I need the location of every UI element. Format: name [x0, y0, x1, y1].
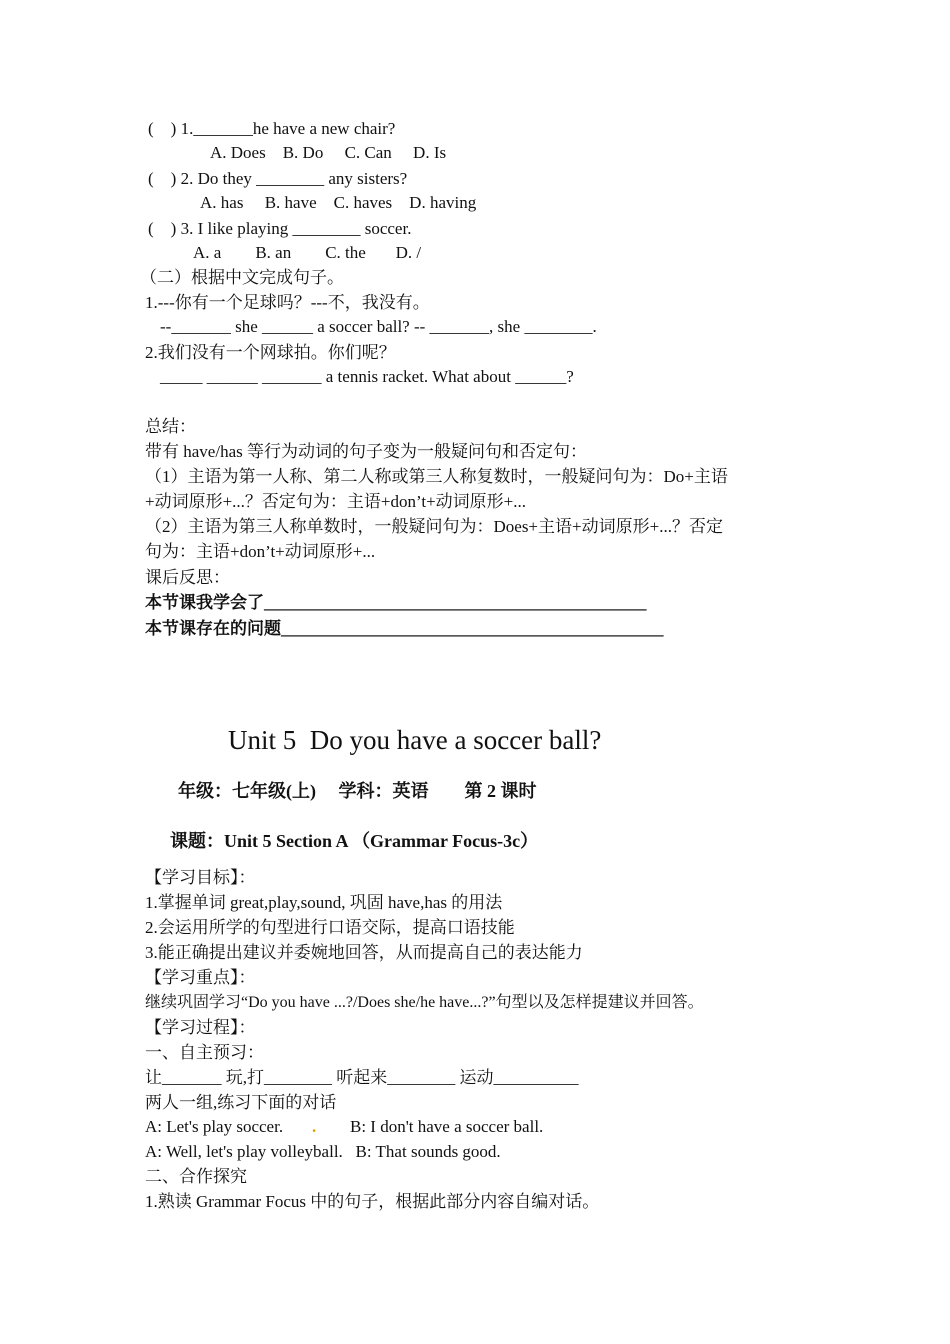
- step-2-heading: 二、合作探究: [145, 1167, 247, 1186]
- dialogue-line-2: A: Well, let's play volleyball. B: That sounds good.: [145, 1142, 501, 1161]
- task-1: 1.熟读 Grammar Focus 中的句子，根据此部分内容自编对话。: [145, 1192, 600, 1211]
- question-2-options: A. has B. have C. haves D. having: [200, 193, 477, 212]
- sentence-1-english: --_______ she ______ a soccer ball? -- _______, she ________.: [160, 317, 597, 336]
- summary-line-5: 句为：主语+don’t+动词原形+...: [145, 542, 376, 561]
- goals-heading: 【学习目标】：: [145, 868, 256, 887]
- focus-heading: 【学习重点】：: [145, 968, 256, 987]
- reflection-heading: 课后反思：: [145, 568, 230, 587]
- summary-line-2: （1）主语为第一人称、第二人称或第三人称复数时，一般疑问句为：Do+主语: [145, 467, 728, 486]
- problems-line: 本节课存在的问题_____________________________________________: [145, 619, 664, 638]
- lesson-title: Unit 5 Do you have a soccer ball?: [228, 725, 602, 755]
- summary-line-4: （2）主语为第三人称单数时，一般疑问句为：Does+主语+动词原形+...？否定: [145, 517, 723, 536]
- sentence-2-chinese: 2.我们没有一个网球拍。你们呢？: [145, 343, 396, 362]
- goal-1: 1.掌握单词 great,play,sound, 巩固 have,has 的用法: [145, 893, 503, 912]
- question-1-options: A. Does B. Do C. Can D. Is: [210, 143, 447, 162]
- highlight-dot: .: [312, 1117, 317, 1136]
- learned-line: 本节课我学会了_____________________________________________: [145, 593, 647, 612]
- lesson-topic: 课题：Unit 5 Section A （Grammar Focus-3c）: [170, 831, 539, 851]
- sentence-1-chinese: 1.---你有一个足球吗？---不，我没有。: [145, 293, 430, 312]
- vocabulary-line: 让_______ 玩,打________ 听起来________ 运动__________: [145, 1068, 579, 1087]
- goal-3: 3.能正确提出建议并委婉地回答，从而提高自己的表达能力: [145, 943, 583, 962]
- summary-line-3: +动词原形+...？否定句为：主语+don’t+动词原形+...: [145, 492, 527, 511]
- sentence-2-english: _____ ______ _______ a tennis racket. What about ______?: [160, 367, 574, 386]
- pair-practice-line: 两人一组,练习下面的对话: [145, 1093, 337, 1112]
- summary-line-1: 带有 have/has 等行为动词的句子变为一般疑问句和否定句：: [145, 442, 587, 461]
- dialogue-line-1a: A: Let's play soccer.: [145, 1117, 284, 1136]
- summary-heading: 总结：: [145, 417, 196, 436]
- section-2-heading: （二）根据中文完成句子。: [140, 268, 344, 287]
- question-1: ( ) 1._______he have a new chair?: [148, 119, 396, 138]
- process-heading: 【学习过程】：: [145, 1018, 256, 1037]
- focus-text: 继续巩固学习“Do you have ...?/Does she/he have...?”句型以及怎样提建议并回答。: [145, 994, 704, 1011]
- lesson-meta: 年级：七年级(上) 学科：英语 第 2 课时: [178, 781, 537, 801]
- question-3-options: A. a B. an C. the D. /: [193, 243, 422, 262]
- dialogue-line-1b: B: I don't have a soccer ball.: [350, 1117, 544, 1136]
- goal-2: 2.会运用所学的句型进行口语交际，提高口语技能: [145, 918, 515, 937]
- question-2: ( ) 2. Do they ________ any sisters?: [148, 169, 408, 188]
- step-1-heading: 一、自主预习：: [145, 1043, 264, 1062]
- question-3: ( ) 3. I like playing ________ soccer.: [148, 219, 412, 238]
